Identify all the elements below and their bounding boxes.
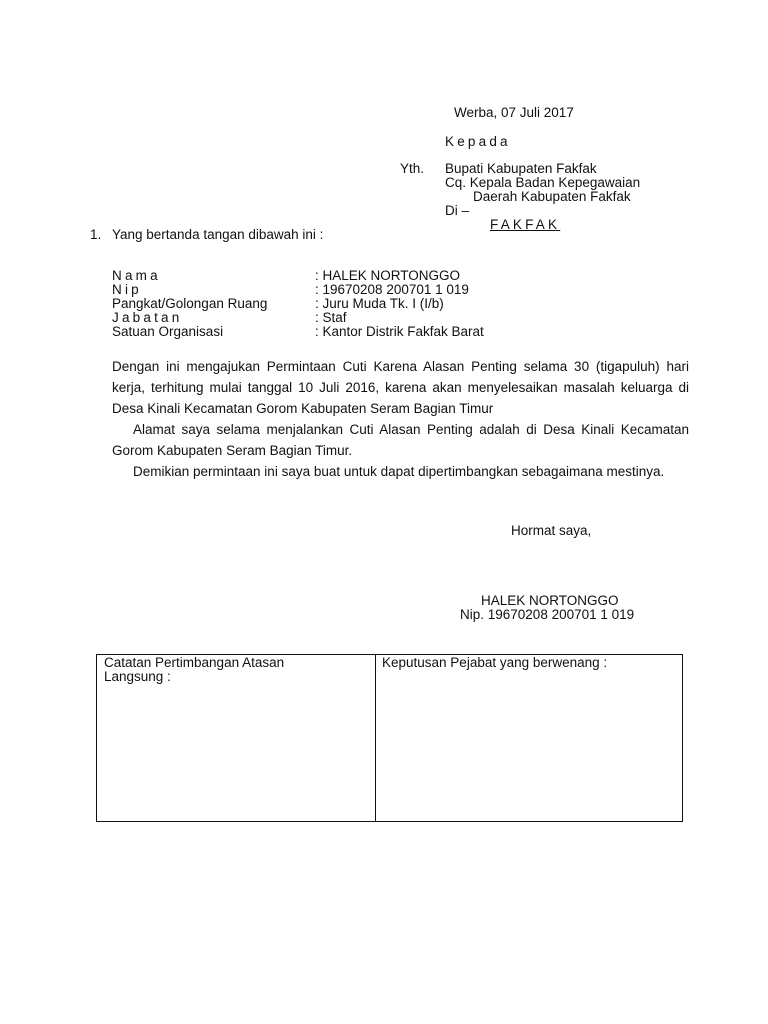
kepada-label: Kepada <box>445 134 511 149</box>
field-label-nip: Nip <box>112 282 142 297</box>
field-value-jabatan: : Staf <box>315 310 347 325</box>
field-value-nama: : HALEK NORTONGGO <box>315 268 461 283</box>
signer-nip: Nip. 19670208 200701 1 019 <box>460 607 635 622</box>
recipient-line-3: Daerah Kabupaten Fakfak <box>473 189 631 204</box>
letter-body <box>112 356 689 482</box>
table-divider <box>375 655 376 821</box>
body-paragraph-2: Alamat saya selama menjalankan Cuti Alasan Penting adalah di Desa Kinali Kecamatan Gorom Kabupaten Seram Bagian Timur. <box>112 422 689 458</box>
intro-number: 1. <box>90 227 102 242</box>
closing: Hormat saya, <box>511 523 592 538</box>
body-paragraph-3: Demikian permintaan ini saya buat untuk dapat dipertimbangkan sebagaimana mestinya. <box>133 464 665 479</box>
field-label-satuan: Satuan Organisasi <box>112 324 224 339</box>
intro-text: Yang bertanda tangan dibawah ini : <box>112 227 324 242</box>
recipient-city: FAKFAK <box>490 217 561 232</box>
field-value-satuan: : Kantor Distrik Fakfak Barat <box>315 324 484 339</box>
field-label-pangkat: Pangkat/Golongan Ruang <box>112 296 268 311</box>
signer-name: HALEK NORTONGGO <box>481 593 619 608</box>
field-label-nama: Nama <box>112 268 161 283</box>
yth-label: Yth. <box>400 161 425 176</box>
approval-table <box>96 654 683 822</box>
supervisor-notes-header: Catatan Pertimbangan Atasan Langsung : <box>104 655 285 684</box>
official-decision-header: Keputusan Pejabat yang berwenang : <box>382 655 608 670</box>
field-value-nip: : 19670208 200701 1 019 <box>315 282 469 297</box>
recipient-line-1: Bupati Kabupaten Fakfak <box>445 161 597 176</box>
place-date: Werba, 07 Juli 2017 <box>454 105 574 120</box>
field-label-jabatan: Jabatan <box>112 310 183 325</box>
recipient-line-4: Di – <box>445 203 470 218</box>
field-value-pangkat: : Juru Muda Tk. I (I/b) <box>315 296 444 311</box>
body-paragraph-1: Dengan ini mengajukan Permintaan Cuti Karena Alasan Penting selama 30 (tigapuluh) hari kerja, terhitung mulai tanggal 10 Juli 2016, karena akan menyelesaikan masalah keluarga di Desa Kinali Kecamatan Gorom Kabupaten Seram Bagian Timur <box>112 359 689 416</box>
recipient-line-2: Cq. Kepala Badan Kepegawaian <box>445 175 641 190</box>
